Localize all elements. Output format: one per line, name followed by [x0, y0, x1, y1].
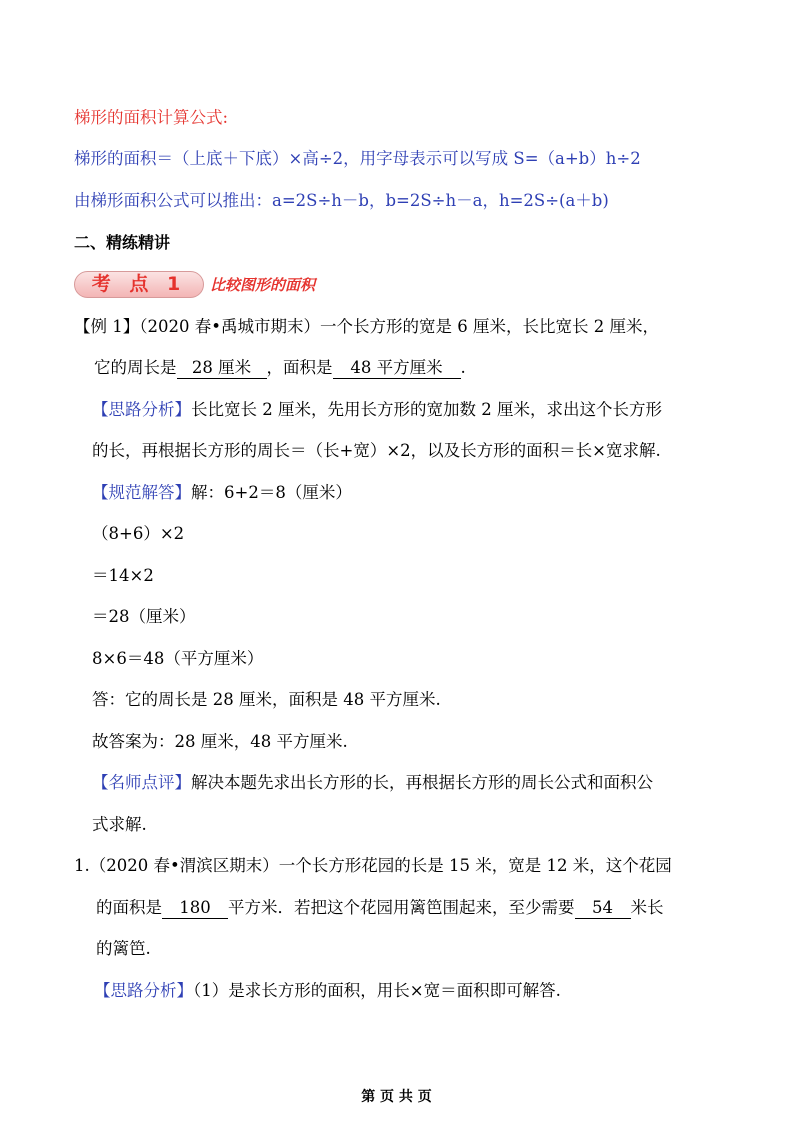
problem-1-analysis-text: （1）是求长方形的面积，用长×宽＝面积即可解答. — [193, 981, 561, 1000]
example-1-source: （2020 春•禹城市期末）一个长方形的宽是 6 厘米，长比宽长 2 厘米， — [139, 317, 659, 336]
example-1-comment-line-1 — [92, 772, 653, 794]
formula-heading: 梯形的面积计算公式: — [74, 108, 229, 127]
problem-1-number: 1. — [74, 856, 90, 875]
solution-step-1: （8+6）×2 — [92, 524, 185, 543]
analysis-tag: 【思路分析】 — [92, 400, 191, 419]
problem-1-answer-2: 54 — [575, 898, 631, 919]
formula-line-2: 由梯形面积公式可以推出：a=2S÷h－b，b=2S÷h－a，h=2S÷(a＋b) — [74, 191, 609, 210]
problem-1-line-2 — [96, 897, 664, 919]
topic-badge — [74, 271, 204, 298]
example-1-line-1 — [74, 316, 659, 338]
problem-1-p2-start: 的面积是 — [96, 898, 162, 917]
solution-text-1: 解：6+2＝8（厘米） — [191, 483, 352, 502]
solution-step-4: 8×6＝48（平方厘米） — [92, 649, 264, 668]
solution-step-2: ＝14×2 — [92, 566, 154, 585]
problem-1-line-1 — [74, 855, 672, 877]
example-1-tag: 【例 1】 — [74, 317, 140, 336]
problem-1-p2-mid: 平方米．若把这个花园用篱笆围起来，至少需要 — [228, 898, 575, 917]
analysis-text-1: 长比宽长 2 厘米，先用长方形的宽加数 2 厘米，求出这个长方形 — [191, 400, 662, 419]
problem-1-p2-end: 米长 — [630, 898, 664, 917]
solution-step-3: ＝28（厘米） — [92, 607, 196, 626]
example-1-comment-line-2: 式求解. — [92, 815, 147, 834]
example-1-question — [94, 357, 466, 379]
formula-line-1: 梯形的面积＝（上底＋下底）×高÷2，用字母表示可以写成 S=（a+b）h÷2 — [74, 149, 641, 168]
example-1-analysis-line-2: 的长，再根据长方形的周长＝（长+宽）×2，以及长方形的面积＝长×宽求解. — [92, 441, 661, 460]
comment-text-1: 解决本题先求出长方形的长，再根据长方形的周长公式和面积公 — [191, 773, 653, 792]
solution-final: 故答案为：28 厘米，48 平方厘米. — [92, 732, 348, 751]
problem-1-text-1: （2020 春•渭滨区期末）一个长方形花园的长是 15 米，宽是 12 米，这个花园 — [89, 856, 672, 875]
solution-conclusion: 答：它的周长是 28 厘米，面积是 48 平方厘米. — [92, 690, 441, 709]
example-1-analysis-line-1 — [92, 399, 662, 421]
example-1-answer-1: 28 厘米 — [177, 358, 267, 379]
page-footer: 第 页 共 页 — [361, 1089, 432, 1105]
example-1-solution-line-1 — [92, 482, 352, 504]
example-1-q-part2: ，面积是 — [266, 358, 333, 377]
example-1-q-part1: 它的周长是 — [94, 358, 177, 377]
problem-1-analysis-tag: 【思路分析】 — [94, 981, 193, 1000]
example-1-q-end: . — [460, 358, 466, 377]
topic-badge-title: 比较图形的面积 — [210, 276, 316, 294]
problem-1-analysis — [94, 980, 561, 1002]
problem-1-line-3: 的篱笆. — [96, 939, 151, 958]
topic-badge-label: 考 点 1 — [91, 273, 187, 295]
problem-1-answer-1: 180 — [162, 898, 228, 919]
example-1-answer-2: 48 平方厘米 — [333, 358, 461, 379]
solution-tag: 【规范解答】 — [92, 483, 191, 502]
section-title: 二、精练精讲 — [74, 233, 171, 252]
comment-tag: 【名师点评】 — [92, 773, 191, 792]
